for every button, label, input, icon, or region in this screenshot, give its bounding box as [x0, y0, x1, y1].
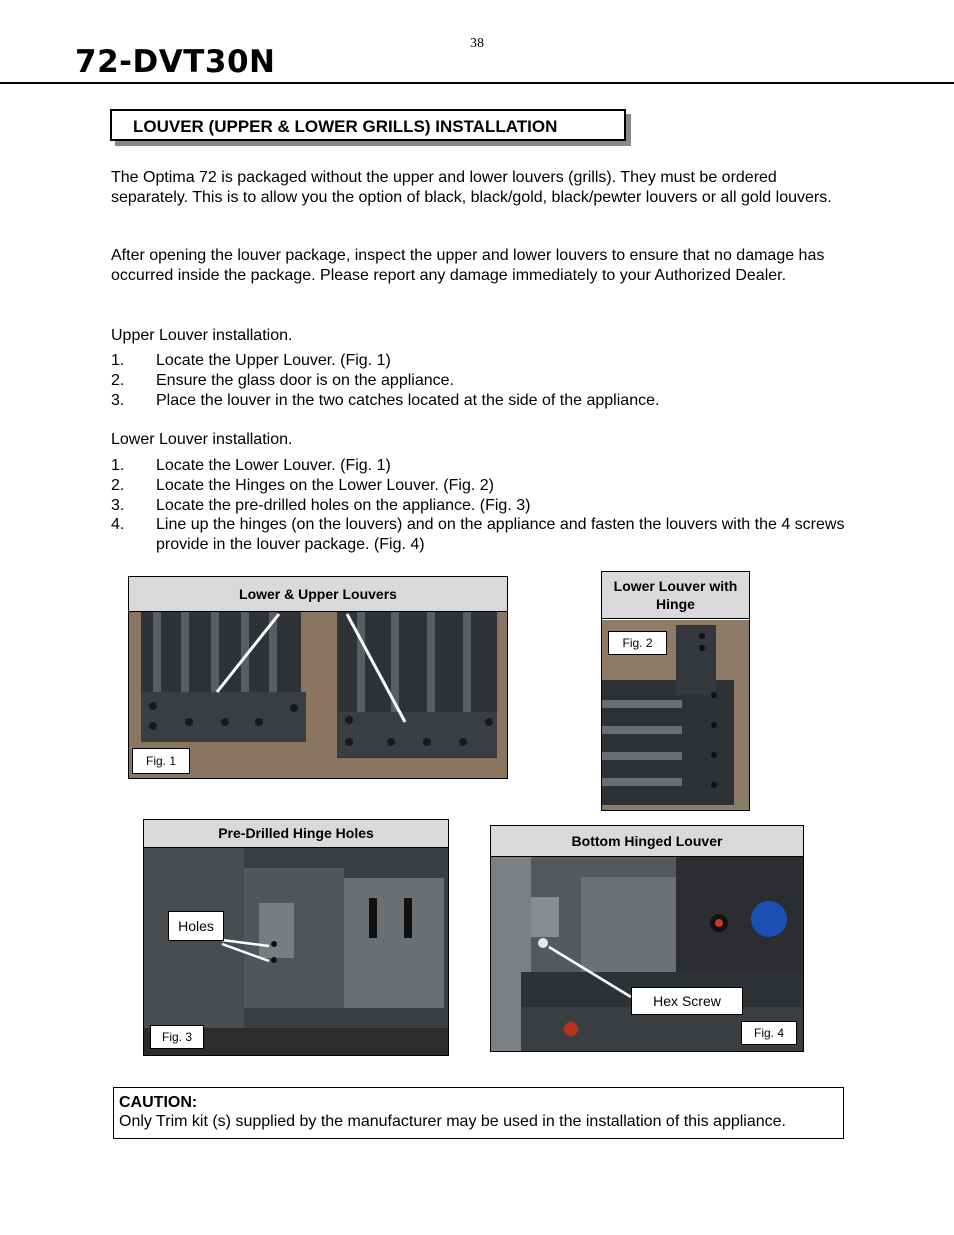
- step-text: Ensure the glass door is on the appliance.: [156, 372, 454, 389]
- figure-title: Bottom Hinged Louver: [491, 826, 803, 857]
- model-title: 72-DVT30N: [75, 44, 276, 80]
- figure-title: Lower Louver with Hinge: [602, 572, 749, 619]
- figure-4: [490, 825, 804, 1052]
- caution-title: CAUTION:: [119, 1094, 198, 1111]
- hinge-holes-photo: [144, 848, 448, 1055]
- caution-box: [113, 1087, 844, 1139]
- intro-paragraph: The Optima 72 is packaged without the upper and lower louvers (grills). They must be ordered separately. This is to allow you the option of black, black/gold, black/pewter louvers or all gold louvers.: [111, 169, 832, 206]
- upper-heading: Upper Louver installation.: [111, 327, 293, 344]
- figure-label: Fig. 3: [150, 1025, 204, 1049]
- step-number: 1.: [111, 457, 125, 474]
- section-title: LOUVER (UPPER & LOWER GRILLS) INSTALLATION: [133, 117, 558, 136]
- step-number: 4.: [111, 516, 125, 533]
- step-text: Place the louver in the two catches located at the side of the appliance.: [156, 392, 660, 409]
- step-number: 3.: [111, 392, 125, 409]
- figure-label: Fig. 4: [741, 1021, 797, 1045]
- figure-3: [143, 819, 449, 1056]
- step-number: 2.: [111, 477, 125, 494]
- step-number: 2.: [111, 372, 125, 389]
- step-text: Locate the Upper Louver. (Fig. 1): [156, 352, 391, 369]
- caution-text: Only Trim kit (s) supplied by the manufacturer may be used in the installation of this appliance.: [119, 1113, 786, 1130]
- step-text: Locate the Hinges on the Lower Louver. (Fig. 2): [156, 477, 494, 494]
- lower-heading: Lower Louver installation.: [111, 431, 293, 448]
- step-text: Locate the pre-drilled holes on the appliance. (Fig. 3): [156, 497, 531, 514]
- figure-1: [128, 576, 508, 779]
- figure-title: Pre-Drilled Hinge Holes: [144, 820, 448, 848]
- inspection-paragraph: After opening the louver package, inspect the upper and lower louvers to ensure that no damage has occurred inside the package. Please report any damage immediately to your Authorized Dealer.: [111, 247, 825, 284]
- step-number: 3.: [111, 497, 125, 514]
- figure-label: Fig. 1: [132, 748, 190, 774]
- page-number: 38: [470, 36, 484, 51]
- step-text: Line up the hinges (on the louvers) and on the appliance and fasten the louvers with the 4 screws provide in the louver package. (Fig. 4): [156, 516, 845, 553]
- step-text: Locate the Lower Louver. (Fig. 1): [156, 457, 391, 474]
- hex-screw-callout: Hex Screw: [631, 987, 743, 1015]
- figure-title: Lower & Upper Louvers: [129, 577, 507, 612]
- holes-callout: Holes: [168, 911, 224, 941]
- header-rule: [0, 82, 954, 84]
- figure-label: Fig. 2: [608, 631, 667, 655]
- step-number: 1.: [111, 352, 125, 369]
- figure-2: [601, 571, 750, 811]
